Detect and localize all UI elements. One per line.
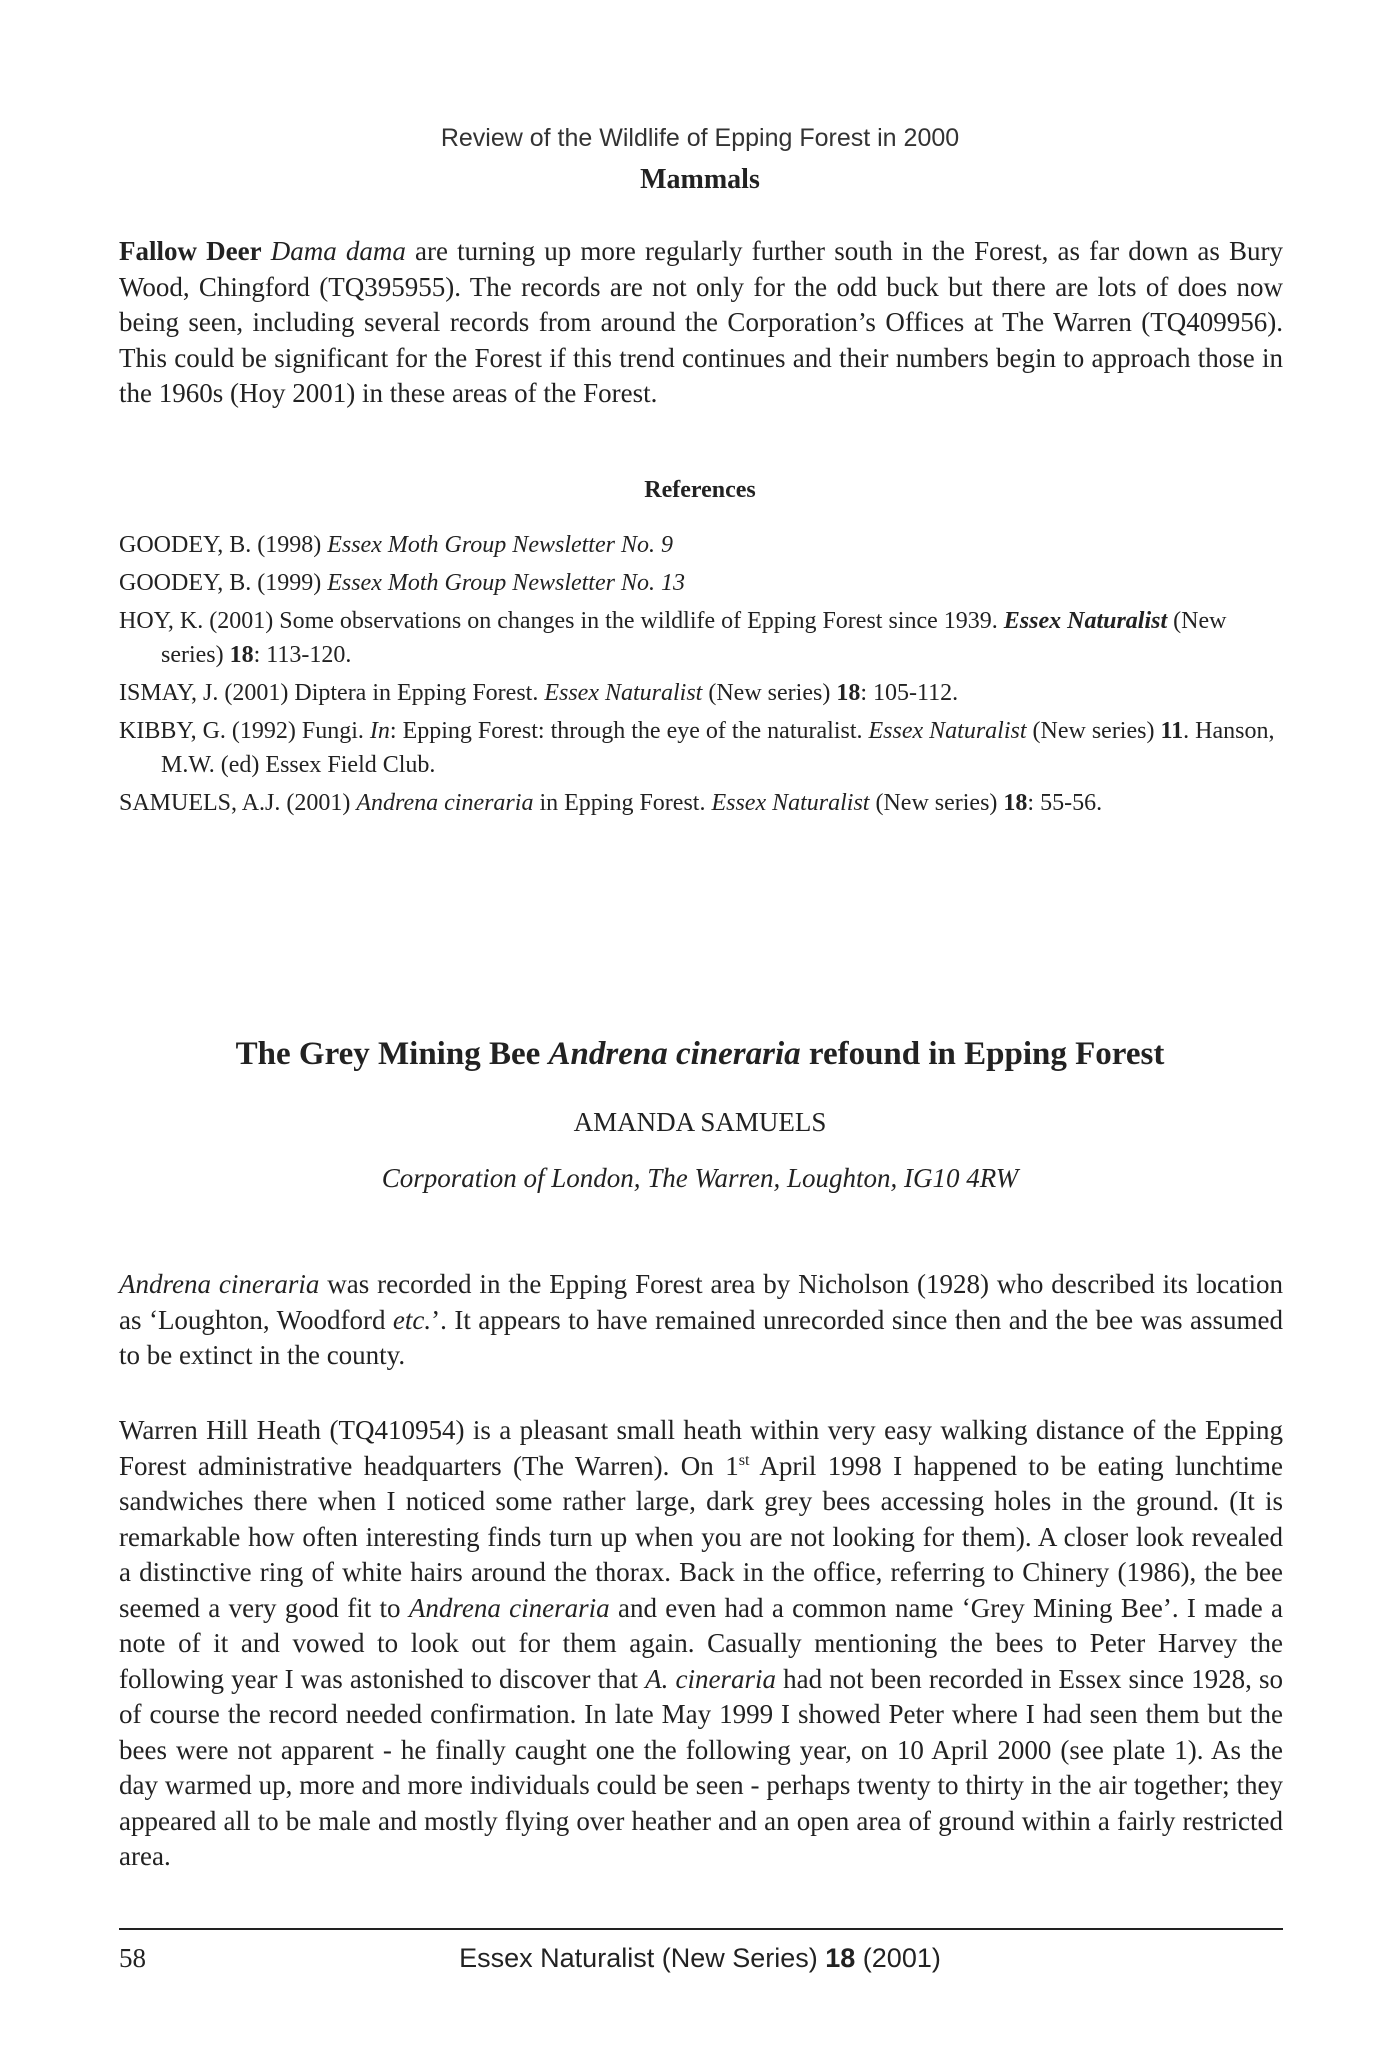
reference-text: KIBBY, G. (1992) Fungi. — [119, 718, 370, 744]
reference-text: . Hanson, M.W. (ed) Essex Field Club. — [161, 718, 1275, 778]
reference-item — [119, 528, 1283, 562]
title-text: refound in Epping Forest — [800, 1036, 1165, 1072]
reference-text: : Epping Forest: through the eye of the naturalist. — [389, 718, 869, 744]
reference-title: Essex Moth Group Newsletter No. 9 — [327, 532, 673, 558]
species-latin-name: Andrena cineraria — [408, 1592, 610, 1623]
species-latin-name: A. cineraria — [645, 1663, 776, 1694]
reference-species: Andrena cineraria — [356, 790, 534, 816]
reference-text: GOODEY, B. (1999) — [119, 570, 328, 596]
reference-series: (New series) — [869, 790, 1004, 816]
references-heading: References — [644, 477, 756, 503]
reference-text: HOY, K. (2001) Some observations on changes in the wildlife of Epping Forest since 1939. — [119, 608, 1004, 634]
reference-item — [119, 714, 1283, 782]
paragraph-text: ’. It appears to have remained unrecorded since then and the bee was assumed to be extinct in the county. — [119, 1304, 1284, 1370]
journal-volume: 18 — [825, 1943, 856, 1973]
title-text: The Grey Mining Bee — [235, 1036, 549, 1072]
reference-pages: : 105-112. — [860, 680, 959, 706]
reference-text: in Epping Forest. — [533, 790, 712, 816]
paragraph-text: and even had a common name ‘Grey Mining Bee’. I made a note of it and vowed to look out for them again. Casually mentioning the bees to Peter Harvey the following year I was astonished to discover that — [119, 1592, 1284, 1694]
paragraph-text: April 1998 I happened to be eating lunchtime sandwiches there when I noticed some rather large, dark grey bees accessing holes in the ground. (It is remarkable how often interesting finds turn up when you are not looking for them). A closer look revealed a distinctive ring of white hairs around the thorax. Back in the office, referring to Chinery (1986), the bee seemed a very good fit to — [119, 1450, 1283, 1623]
reference-volume: 18 — [836, 680, 861, 706]
journal-year: (2001) — [855, 1943, 941, 1973]
reference-journal: Essex Naturalist — [544, 680, 703, 706]
reference-volume: 11 — [1160, 718, 1184, 744]
reference-volume: 18 — [1003, 790, 1028, 816]
reference-series: (New series) — [161, 608, 1227, 668]
reference-journal: Essex Naturalist — [1003, 608, 1168, 634]
running-header: Review of the Wildlife of Epping Forest in 2000 — [440, 124, 960, 152]
reference-journal: Essex Naturalist — [868, 718, 1027, 744]
reference-series: (New series) — [702, 680, 837, 706]
reference-text: ISMAY, J. (2001) Diptera in Epping Forest. — [119, 680, 545, 706]
journal-name: Essex Naturalist (New Series) — [459, 1943, 826, 1973]
footer-rule — [119, 1928, 1283, 1930]
reference-series: (New series) — [1026, 718, 1161, 744]
reference-in: In — [369, 718, 390, 744]
species-latin-name: Dama dama — [270, 236, 406, 266]
reference-pages: : 113-120. — [253, 642, 352, 668]
page-number: 58 — [119, 1943, 146, 1973]
title-latin: Andrena cineraria — [548, 1036, 801, 1072]
reference-item — [119, 676, 1283, 710]
species-common-name: Fallow Deer — [119, 236, 262, 266]
reference-item — [119, 566, 1283, 600]
reference-pages: : 55-56. — [1027, 790, 1103, 816]
reference-text: SAMUELS, A.J. (2001) — [119, 790, 357, 816]
paragraph-text: Warren Hill Heath (TQ410954) is a pleasant small heath within very easy walking distance of the Epping Forest administrative headquarters (The Warren). On 1 — [119, 1415, 1283, 1481]
journal-footer — [0, 1943, 1400, 1974]
ordinal-suffix: st — [738, 1450, 750, 1469]
body-paragraph — [119, 1413, 1283, 1875]
body-paragraph — [119, 1267, 1283, 1374]
article-author: AMANDA SAMUELS — [573, 1107, 827, 1137]
reference-item — [119, 604, 1283, 672]
paragraph-italic: etc. — [392, 1304, 432, 1335]
reference-text: GOODEY, B. (1998) — [119, 532, 328, 558]
paragraph-text: had not been recorded in Essex since 1928, so of course the record needed confirmation. In late May 1999 I showed Peter where I had seen them but the bees were not apparent - he finally caught one the following year, on 10 April 2000 (see plate 1). As the day warmed up, more and more individuals could be seen - perhaps twenty to thirty in the air together; they appeared all to be male and mostly flying over heather and an open area of ground within a fairly restricted area. — [119, 1663, 1283, 1871]
article-affiliation: Corporation of London, The Warren, Loughton, IG10 4RW — [381, 1163, 1019, 1193]
references-list — [119, 528, 1283, 824]
species-latin-name: Andrena cineraria — [119, 1269, 320, 1299]
reference-item — [119, 786, 1283, 820]
paragraph-text: was recorded in the Epping Forest area by Nicholson (1928) who described its location as ‘Loughton, Woodford — [119, 1269, 1283, 1335]
fallow-deer-paragraph — [119, 234, 1283, 412]
section-title: Mammals — [640, 164, 760, 195]
article-title — [0, 1036, 1400, 1073]
reference-journal: Essex Naturalist — [711, 790, 870, 816]
reference-title: Essex Moth Group Newsletter No. 13 — [327, 570, 685, 596]
reference-volume: 18 — [229, 642, 254, 668]
paragraph-text: are turning up more regularly further south in the Forest, as far down as Bury Wood, Chingford (TQ395955). The records are not only for the odd buck but there are lots of does now being seen, including several records from around the Corporation’s Offices at The Warren (TQ409956). This could be significant for the Forest if this trend continues and their numbers begin to approach those in the 1960s (Hoy 2001) in these areas of the Forest. — [119, 236, 1283, 408]
